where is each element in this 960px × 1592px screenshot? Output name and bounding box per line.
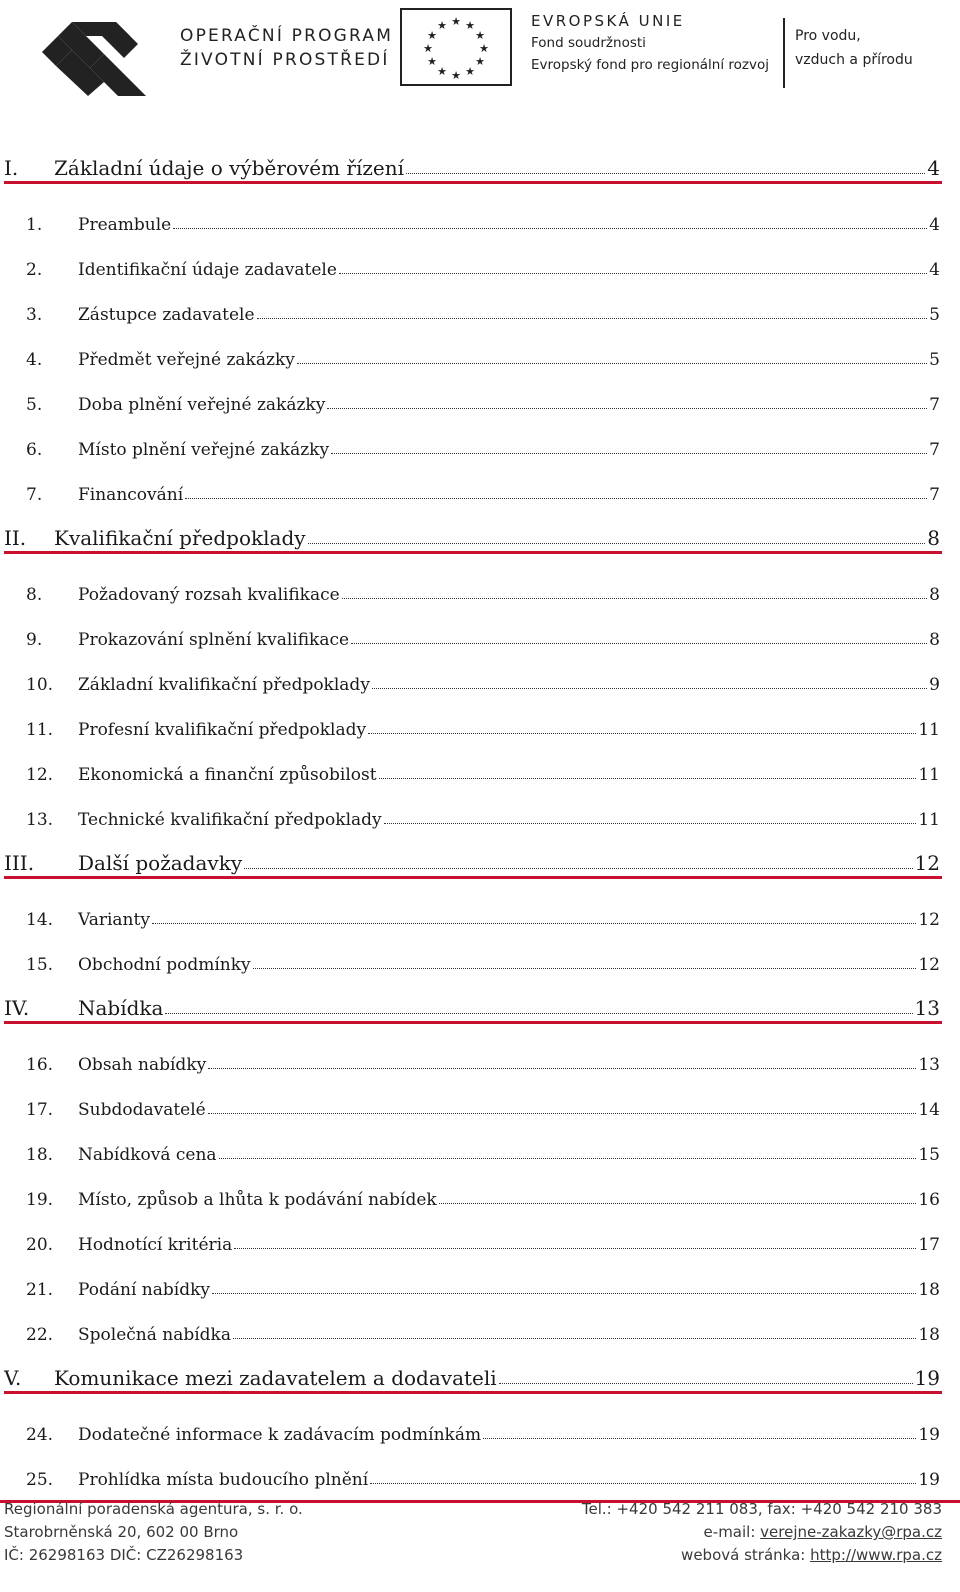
toc-num: 16. [26,1055,54,1075]
toc-section-ii[interactable] [0,520,940,550]
footer-ids: IČ: 26298163 DIČ: CZ26298163 [4,1546,244,1564]
toc-num: 4. [26,350,43,370]
toc-leader [234,1248,916,1249]
toc-page: 11 [918,810,940,830]
svg-text:★: ★ [451,15,461,28]
opzp-line2: ŽIVOTNÍ PROSTŘEDÍ [180,50,390,70]
section-rule [4,1021,942,1024]
section-rule [4,181,942,184]
footer-email-label: e-mail: [703,1523,761,1541]
toc-leader [297,363,927,364]
header-divider [783,18,785,88]
toc-num: V. [4,1366,22,1390]
toc-section-i[interactable] [0,150,940,180]
toc-num: 12. [26,765,54,785]
toc-title: Obchodní podmínky [78,955,251,975]
toc-title: Zástupce zadavatele [78,305,255,325]
toc-leader [370,1483,916,1484]
toc-title: Profesní kvalifikační předpoklady [78,720,367,740]
toc-item[interactable] [0,620,940,650]
slogan-line2: vzduch a přírodu [795,52,913,68]
toc-num: III. [4,851,35,875]
toc-item[interactable] [0,710,940,740]
toc-item[interactable] [0,385,940,415]
toc-item[interactable] [0,945,940,975]
toc-item[interactable] [0,665,940,695]
toc-leader [384,823,917,824]
toc-num: 18. [26,1145,54,1165]
toc-leader [339,273,927,274]
toc-page: 5 [929,305,940,325]
section-rule [4,551,942,554]
toc-num: I. [4,156,19,180]
section-rule [4,1391,942,1394]
toc-num: 7. [26,485,43,505]
toc-page: 18 [918,1325,940,1345]
svg-text:★: ★ [479,42,489,55]
toc-item[interactable] [0,340,940,370]
toc-section-iv[interactable] [0,990,940,1020]
toc-num: II. [4,526,27,550]
footer-company: Regionální poradenská agentura, s. r. o. [4,1500,303,1518]
svg-text:★: ★ [427,29,437,42]
toc-leader [219,1158,917,1159]
toc-num: 24. [26,1425,54,1445]
toc-leader [483,1438,916,1439]
toc-page: 19 [914,1366,940,1390]
toc-leader [233,1338,916,1339]
svg-text:★: ★ [437,65,447,78]
toc-item[interactable] [0,1460,940,1490]
footer-web [681,1546,942,1564]
toc-page: 11 [918,720,940,740]
toc-page: 19 [918,1470,940,1490]
toc-item[interactable] [0,1415,940,1445]
footer-email [704,1523,942,1541]
toc-leader [208,1113,917,1114]
footer-row [4,1523,942,1545]
toc-num: 25. [26,1470,54,1490]
toc-title: Technické kvalifikační předpoklady [78,810,382,830]
toc-item[interactable] [0,900,940,930]
toc-page: 12 [918,955,940,975]
opzp-logo-icon [42,4,160,96]
web-link[interactable]: http://www.rpa.cz [810,1546,942,1564]
toc-leader [439,1203,917,1204]
svg-text:★: ★ [423,42,433,55]
toc-item[interactable] [0,575,940,605]
eu-logo-text [531,10,769,76]
toc-page: 8 [929,630,940,650]
toc-num: 9. [26,630,43,650]
toc-page: 7 [929,440,940,460]
toc-title: Místo plnění veřejné zakázky [78,440,330,460]
toc-page: 12 [918,910,940,930]
opzp-line1: OPERAČNÍ PROGRAM [180,26,394,46]
toc-title: Další požadavky [78,851,243,875]
toc-num: 5. [26,395,43,415]
toc-title: Obsah nabídky [78,1055,207,1075]
toc-item[interactable] [0,295,940,325]
toc-page: 16 [918,1190,940,1210]
toc-item[interactable] [0,1135,940,1165]
toc-leader [212,1293,916,1294]
toc-title: Komunikace mezi zadavatelem a dodavateli [54,1366,497,1390]
toc-title: Podání nabídky [78,1280,210,1300]
toc-item[interactable] [0,250,940,280]
toc-leader [208,1068,916,1069]
toc-title: Subdodavatelé [78,1100,206,1120]
toc-section-iii[interactable] [0,845,940,875]
toc-page: 15 [918,1145,940,1165]
toc-item[interactable] [0,755,940,785]
toc-leader [185,498,927,499]
slogan-line1: Pro vodu, [795,28,861,44]
toc-page: 8 [927,526,940,550]
toc-title: Preambule [78,215,172,235]
toc-page: 18 [918,1280,940,1300]
toc-page: 4 [929,215,940,235]
toc-page: 14 [918,1100,940,1120]
footer-web-label: webová stránka: [681,1546,811,1564]
toc-num: 17. [26,1100,54,1120]
svg-text:★: ★ [475,55,485,68]
toc-leader [253,968,917,969]
toc-item[interactable] [0,475,940,505]
toc-title: Společná nabídka [78,1325,231,1345]
toc-num: 20. [26,1235,54,1255]
toc-title: Kvalifikační předpoklady [54,526,306,550]
toc-leader [308,543,926,544]
svg-text:★: ★ [475,29,485,42]
toc-leader [379,778,917,779]
toc-page: 4 [927,156,940,180]
toc-num: 11. [26,720,54,740]
toc-item[interactable] [0,1315,940,1345]
toc-item[interactable] [0,430,940,460]
toc-num: IV. [4,996,30,1020]
toc-item[interactable] [0,1180,940,1210]
toc-page: 9 [929,675,940,695]
svg-text:★: ★ [451,69,461,82]
footer-row [4,1546,942,1568]
toc-title: Ekonomická a finanční způsobilost [78,765,377,785]
toc-leader [327,408,927,409]
toc-leader [257,318,928,319]
toc-num: 14. [26,910,54,930]
toc-page: 13 [914,996,940,1020]
toc-item[interactable] [0,1090,940,1120]
eu-line2: Fond soudržnosti [531,35,646,51]
toc-leader [152,923,916,924]
opzp-logo-text [180,24,393,72]
svg-text:★: ★ [437,19,447,32]
toc-title: Prohlídka místa budoucího plnění [78,1470,369,1490]
toc-num: 1. [26,215,43,235]
toc-title: Požadovaný rozsah kvalifikace [78,585,340,605]
toc-page: 7 [929,485,940,505]
toc-title: Nabídka [78,996,164,1020]
toc-title: Místo, způsob a lhůta k podávání nabídek [78,1190,437,1210]
toc-title: Dodatečné informace k zadávacím podmínkám [78,1425,482,1445]
toc-title: Hodnotící kritéria [78,1235,233,1255]
toc-num: 15. [26,955,54,975]
toc-leader [368,733,916,734]
toc-item[interactable] [0,1270,940,1300]
toc-leader [351,643,927,644]
toc-page: 8 [929,585,940,605]
toc-leader [406,173,925,174]
toc-num: 10. [26,675,54,695]
eu-line3: Evropský fond pro regionální rozvoj [531,57,769,73]
toc-num: 21. [26,1280,54,1300]
toc-num: 6. [26,440,43,460]
toc-num: 3. [26,305,43,325]
section-rule [4,876,942,879]
toc-num: 19. [26,1190,54,1210]
toc-page: 19 [918,1425,940,1445]
svg-text:★: ★ [465,19,475,32]
footer-address: Starobrněnská 20, 602 00 Brno [4,1523,239,1541]
toc-title: Identifikační údaje zadavatele [78,260,337,280]
slogan [795,24,913,72]
svg-text:★: ★ [465,65,475,78]
toc-leader [244,868,912,869]
page-header [0,0,960,110]
footer-phone: Tel.: +420 542 211 083, fax: +420 542 210 383 [581,1500,942,1518]
toc-section-v[interactable] [0,1360,940,1390]
toc-page: 7 [929,395,940,415]
toc-item[interactable] [0,1225,940,1255]
eu-line1: EVROPSKÁ UNIE [531,12,685,30]
toc-title: Předmět veřejné zakázky [78,350,295,370]
footer-row [4,1500,942,1522]
toc-num: 22. [26,1325,54,1345]
toc-num: 8. [26,585,43,605]
toc-title: Financování [78,485,184,505]
toc-item[interactable] [0,1045,940,1075]
email-link[interactable]: verejne-zakazky@rpa.cz [760,1523,942,1541]
toc-leader [372,688,927,689]
toc-leader [499,1383,913,1384]
toc-title: Základní údaje o výběrovém řízení [54,156,404,180]
toc-num: 2. [26,260,43,280]
toc-title: Doba plnění veřejné zakázky [78,395,326,415]
toc-page: 4 [929,260,940,280]
eu-flag-icon [400,8,512,86]
toc-page: 17 [918,1235,940,1255]
toc-leader [342,598,927,599]
toc-item[interactable] [0,800,940,830]
svg-text:★: ★ [427,55,437,68]
toc-leader [173,228,927,229]
toc-num: 13. [26,810,54,830]
toc-page: 11 [918,765,940,785]
toc-title: Základní kvalifikační předpoklady [78,675,370,695]
toc-leader [165,1013,912,1014]
toc-title: Nabídková cena [78,1145,217,1165]
toc-item[interactable] [0,205,940,235]
toc-page: 12 [914,851,940,875]
toc-leader [331,453,927,454]
toc-title: Prokazování splnění kvalifikace [78,630,350,650]
toc-page: 13 [918,1055,940,1075]
toc-page: 5 [929,350,940,370]
toc-title: Varianty [78,910,150,930]
